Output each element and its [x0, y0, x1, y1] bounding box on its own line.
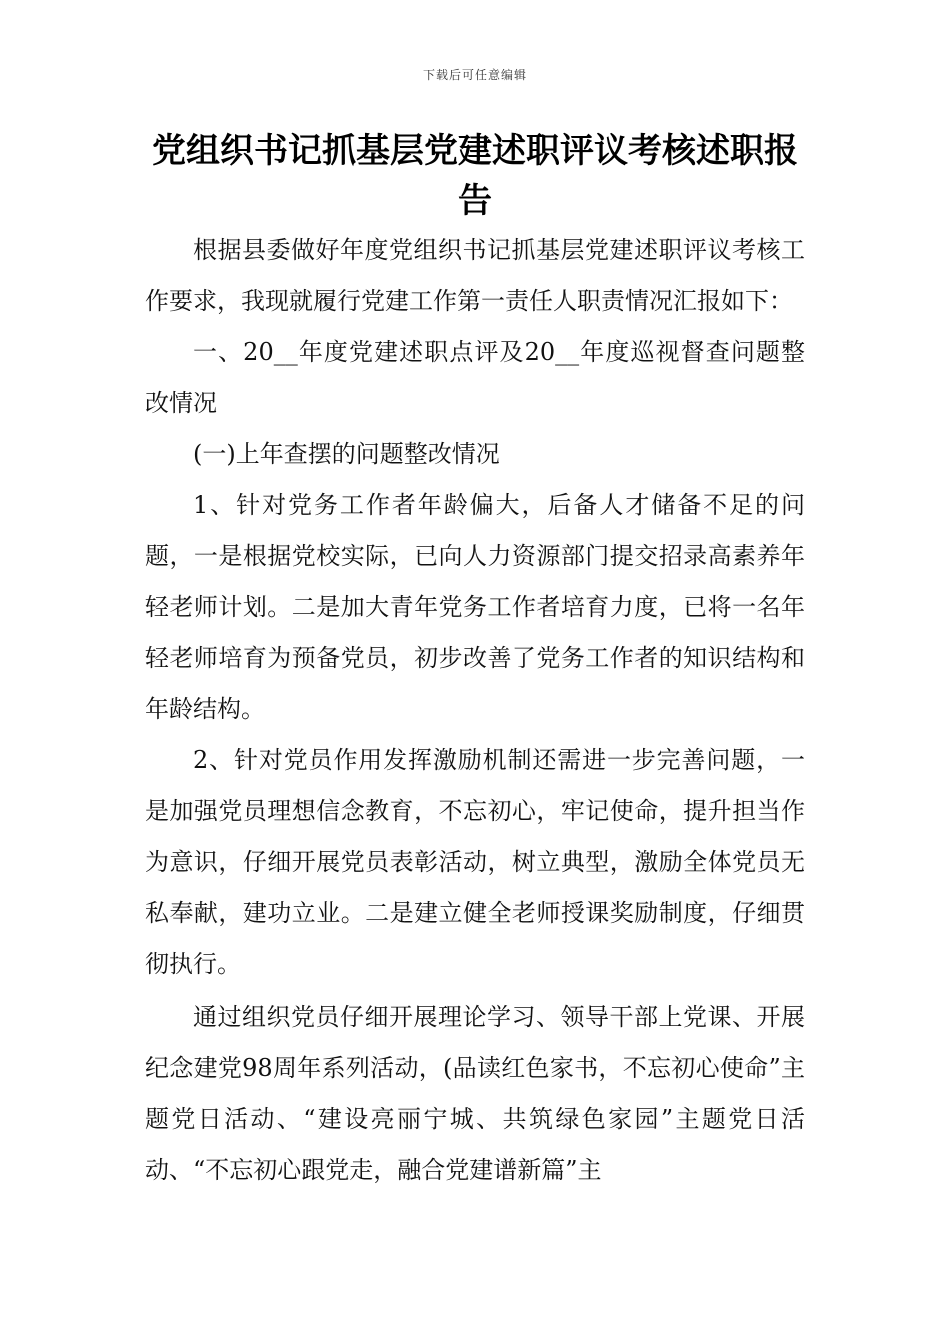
- paragraph-item-1: 1、针对党务工作者年龄偏大，后备人才储备不足的问题，一是根据党校实际，已向人力资源部门提交招录高素养年轻老师计划。二是加大青年党务工作者培育力度，已将一名年轻老师培育为预备党员，初步改善了党务工作者的知识结构和年龄结构。: [145, 491, 805, 723]
- paragraph-subsection-heading: (一)上年查摆的问题整改情况: [193, 440, 500, 468]
- document-body: [145, 225, 805, 1196]
- paragraph-section-heading: 一、20__年度党建述职点评及20__年度巡视督查问题整改情况: [145, 338, 805, 417]
- paragraph-intro: 根据县委做好年度党组织书记抓基层党建述职评议考核工作要求，我现就履行党建工作第一责任人职责情况汇报如下：: [145, 236, 805, 315]
- paragraph-item-2: 2、针对党员作用发挥激励机制还需进一步完善问题，一是加强党员理想信念教育，不忘初心，牢记使命，提升担当作为意识，仔细开展党员表彰活动，树立典型，激励全体党员无私奉献，建功立业。二是建立健全老师授课奖励制度，仔细贯彻执行。: [145, 746, 805, 978]
- paragraph-activities: 通过组织党员仔细开展理论学习、领导干部上党课、开展纪念建党98周年系列活动，(品读红色家书，不忘初心使命”主题党日活动、“建设亮丽宁城、共筑绿色家园”主题党日活动、“不忘初心跟党走，融合党建谱新篇”主: [145, 1003, 805, 1184]
- document-title: 党组织书记抓基层党建述职评议考核述职报告: [152, 131, 798, 221]
- header-note: 下载后可任意编辑: [422, 68, 527, 82]
